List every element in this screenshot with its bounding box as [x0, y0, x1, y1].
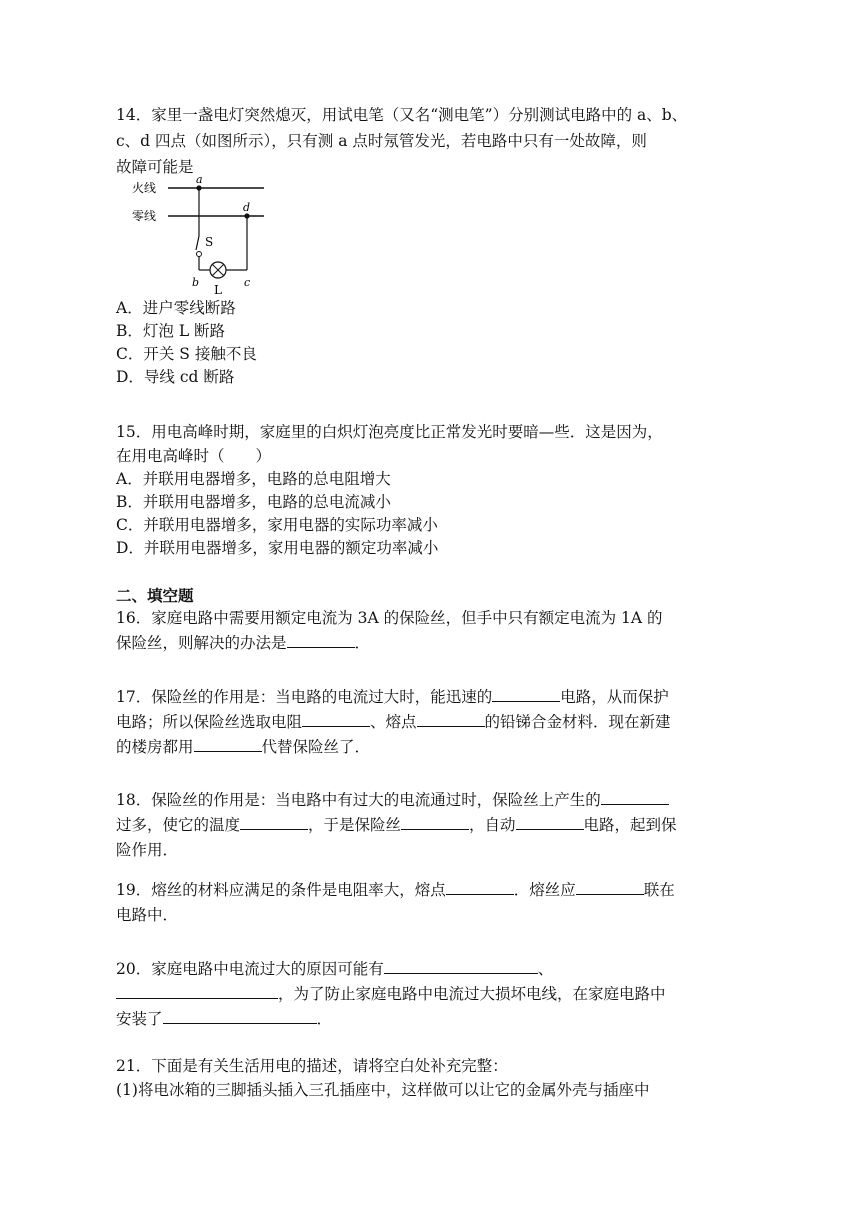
q14-option-d[interactable]: D．导线 cd 断路 [116, 368, 235, 386]
q20-blank-2[interactable] [116, 984, 278, 999]
q19-blank-1[interactable] [446, 880, 514, 895]
q16-line-1: 16．家庭电路中需要用额定电流为 3A 的保险丝，但手中只有额定电流为 1A 的 [116, 609, 663, 627]
q17-blank-4[interactable] [194, 737, 262, 752]
q14-option-c[interactable]: C．开关 S 接触不良 [116, 345, 257, 363]
question-14 [116, 104, 732, 178]
lamp-label: L [214, 283, 222, 297]
point-d-dot [244, 213, 249, 218]
point-a-label: a [196, 173, 203, 186]
q18-line-1: 18．保险丝的作用是：当电路中有过大的电流通过时，保险丝上产生的 [116, 789, 732, 811]
circuit-diagram [116, 172, 276, 300]
q14-line-2: c、d 四点（如图所示），只有测 a 点时氖管发光，若电路中只有一处故障，则 [116, 132, 647, 150]
q17-blank-3[interactable] [417, 712, 485, 727]
neutral-wire-label: 零线 [132, 209, 157, 223]
q17-blank-2[interactable] [302, 712, 370, 727]
question-21 [116, 1055, 732, 1101]
q18-blank-4[interactable] [516, 815, 584, 830]
q14-line-3: 故障可能是 [116, 158, 194, 176]
q20-blank-1[interactable] [384, 959, 538, 974]
q21-line-1: 21．下面是有关生活用电的描述，请将空白处补充完整： [116, 1057, 508, 1075]
q18-line-2: 过多，使它的温度 ，于是保险丝 ，自动 电路，起到保 [116, 816, 677, 834]
q14-option-a[interactable]: A．进户零线断路 [116, 299, 236, 317]
q20-line-1: 20．家庭电路中电流过大的原因可能有 、 [116, 960, 554, 978]
q15-option-d[interactable]: D．并联用电器增多，家用电器的额定功率减小 [116, 539, 439, 557]
q19-line-2: 电路中． [116, 906, 179, 924]
q14-option-b[interactable]: B．灯泡 L 断路 [116, 322, 226, 340]
q18-blank-2[interactable] [240, 815, 308, 830]
q17-line-1: 17．保险丝的作用是：当电路的电流过大时，能迅速的 电路，从而保护 [116, 688, 669, 706]
q19-blank-2[interactable] [576, 880, 644, 895]
q20-blank-3[interactable] [163, 1009, 317, 1024]
q15-line-1: 15．用电高峰时期，家庭里的白炽灯泡亮度比正常发光时要暗—些．这是因为， [116, 423, 663, 441]
q17-line-3: 的楼房都用 代替保险丝了． [116, 738, 371, 756]
point-d-label: d [243, 201, 251, 214]
question-15 [116, 421, 732, 559]
q17-blank-1[interactable] [492, 687, 560, 702]
q15-option-c[interactable]: C．并联用电器增多，家用电器的实际功率减小 [116, 516, 438, 534]
switch-contact [197, 252, 202, 257]
q16-blank-1[interactable] [287, 633, 355, 648]
q14-line-1: 14．家里一盏电灯突然熄灭，用试电笔（又名“测电笔”）分别测试电路中的 a、b、 [116, 106, 688, 124]
q15-option-b[interactable]: B．并联用电器增多，电路的总电流减小 [116, 493, 391, 511]
question-18 [116, 789, 732, 861]
q20-line-2: ，为了防止家庭电路中电流过大损坏电线，在家庭电路中 [116, 983, 732, 1005]
section-heading-fill-in: 二、填空题 [116, 587, 194, 605]
switch-s [196, 236, 199, 250]
question-20 [116, 958, 732, 1030]
q18-blank-3[interactable] [401, 815, 469, 830]
q18-line-3: 险作用． [116, 841, 179, 859]
q19-line-1: 19．熔丝的材料应满足的条件是电阻率大，熔点 ．熔丝应 联在 [116, 881, 675, 899]
q17-line-2: 电路；所以保险丝选取电阻 、熔点 的铅锑合金材料．现在新建 [116, 713, 671, 731]
q14-options [116, 297, 732, 388]
q16-line-2: 保险丝，则解决的办法是 ． [116, 634, 371, 652]
switch-label: S [205, 235, 214, 249]
question-19 [116, 879, 732, 926]
live-wire-label: 火线 [132, 181, 157, 195]
q21-line-2: (1)将电冰箱的三脚插头插入三孔插座中，这样做可以让它的金属外壳与插座中 [116, 1081, 650, 1099]
q15-option-a[interactable]: A．并联用电器增多，电路的总电阻增大 [116, 470, 391, 488]
q20-line-3: 安装了 ． [116, 1010, 333, 1028]
point-b-label: b [192, 276, 200, 289]
point-c-label: c [244, 276, 251, 289]
q15-line-2: 在用电高峰时（ ） [116, 447, 272, 465]
question-16 [116, 607, 732, 654]
question-17 [116, 686, 732, 758]
q18-blank-1[interactable] [601, 790, 669, 805]
